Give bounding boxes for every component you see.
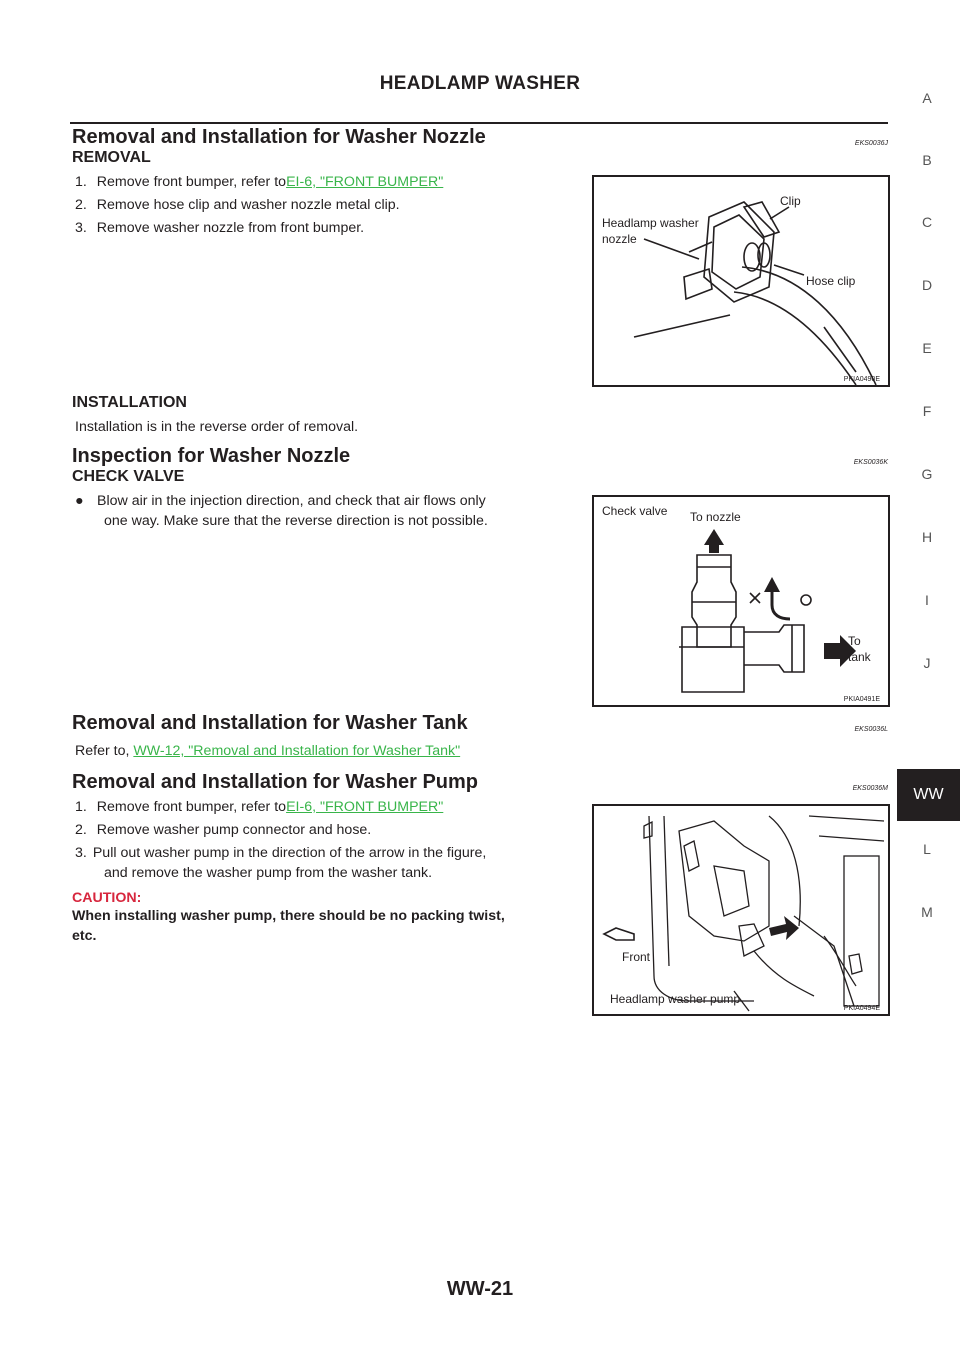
caution-text — [72, 906, 587, 946]
step-text: Remove hose clip and washer nozzle metal clip. — [96, 197, 400, 213]
check-valve-diagram — [594, 497, 888, 705]
section-title-washer-pump: Removal and Installation for Washer Pump — [72, 771, 478, 793]
tab-c[interactable]: C — [921, 214, 933, 230]
tab-f[interactable]: F — [922, 403, 932, 419]
step-number: 2. — [75, 822, 87, 838]
step-text: Remove front bumper, refer to — [96, 799, 287, 815]
figure-code: PKIA0490E — [843, 376, 880, 383]
label-front: Front — [622, 950, 651, 964]
section-title-nozzle-inspection: Inspection for Washer Nozzle — [72, 445, 351, 467]
check-valve-instruction — [75, 491, 585, 531]
washer-nozzle-figure — [592, 175, 890, 387]
tab-ww-active[interactable]: WW — [897, 769, 960, 821]
header-rule — [70, 122, 888, 124]
step-number: 1. — [75, 799, 87, 815]
section-title-nozzle-removal: Removal and Installation for Washer Nozzle — [72, 126, 486, 148]
instruction-line-2: one way. Make sure that the reverse direction is not possible. — [104, 513, 488, 529]
section-title-washer-tank: Removal and Installation for Washer Tank — [72, 712, 468, 734]
step-text: Remove washer pump connector and hose. — [96, 822, 372, 838]
label-to-nozzle: To nozzle — [690, 510, 741, 524]
step-text-continued: and remove the washer pump from the washer tank. — [104, 865, 433, 881]
tab-g[interactable]: G — [921, 466, 933, 482]
tab-i[interactable]: I — [925, 592, 929, 608]
step-text: Pull out washer pump in the direction of the arrow in the figure, — [92, 845, 487, 861]
removal-step-2 — [75, 195, 400, 215]
label-check-valve: Check valve — [602, 504, 668, 518]
label-headlamp-washer-pump: Headlamp washer pump — [610, 992, 741, 1006]
section-code: EKS0036J — [854, 140, 888, 147]
label-tank: tank — [848, 650, 871, 664]
page-header-title: HEADLAMP WASHER — [379, 73, 581, 94]
reference-text: Refer to, — [75, 743, 134, 759]
washer-tank-reference — [75, 741, 460, 761]
caution-line-2: etc. — [72, 928, 97, 944]
tab-a[interactable]: A — [922, 90, 932, 106]
pump-step-2 — [75, 820, 371, 840]
step-number: 3. — [75, 845, 87, 861]
bullet: ● — [75, 493, 84, 509]
tab-e[interactable]: E — [922, 340, 932, 356]
installation-heading: INSTALLATION — [72, 394, 187, 411]
pump-step-1 — [75, 797, 443, 817]
washer-pump-figure — [592, 804, 890, 1016]
washer-nozzle-diagram — [594, 177, 888, 385]
figure-code: PKIA0491E — [843, 696, 880, 703]
label-hose-clip: Hose clip — [806, 274, 856, 288]
figure-code: PKIA0494E — [843, 1005, 880, 1012]
removal-step-3 — [75, 218, 364, 238]
front-bumper-link[interactable]: EI-6, "FRONT BUMPER" — [286, 174, 444, 190]
step-number: 2. — [75, 197, 87, 213]
page-number: WW-21 — [446, 1278, 514, 1300]
washer-tank-link[interactable]: WW-12, "Removal and Installation for Washer Tank" — [133, 743, 461, 759]
step-number: 1. — [75, 174, 87, 190]
check-valve-heading: CHECK VALVE — [72, 468, 185, 485]
instruction-line-1: Blow air in the injection direction, and check that air flows only — [97, 493, 486, 509]
step-text: Remove washer nozzle from front bumper. — [96, 220, 365, 236]
tab-j[interactable]: J — [923, 655, 931, 671]
section-code: EKS0036K — [853, 459, 888, 466]
washer-pump-diagram — [594, 806, 888, 1014]
caution-line-1: When installing washer pump, there should be no packing twist, — [72, 908, 505, 924]
section-code: EKS0036L — [854, 726, 888, 733]
label-to: To — [848, 634, 861, 648]
tab-d[interactable]: D — [921, 277, 933, 293]
label-clip: Clip — [780, 194, 801, 208]
tab-h[interactable]: H — [921, 529, 933, 545]
check-valve-figure — [592, 495, 890, 707]
installation-text: Installation is in the reverse order of removal. — [75, 419, 359, 435]
section-code: EKS0036M — [852, 785, 888, 792]
step-number: 3. — [75, 220, 87, 236]
label-nozzle: nozzle — [602, 232, 637, 246]
pump-step-3 — [75, 843, 585, 883]
removal-heading: REMOVAL — [72, 149, 151, 166]
tab-l[interactable]: L — [923, 841, 931, 857]
tab-b[interactable]: B — [922, 152, 932, 168]
tab-m[interactable]: M — [921, 904, 933, 920]
step-text: Remove front bumper, refer to — [96, 174, 287, 190]
front-bumper-link[interactable]: EI-6, "FRONT BUMPER" — [286, 799, 444, 815]
caution-label: CAUTION: — [72, 890, 142, 906]
label-headlamp-washer: Headlamp washer — [602, 216, 699, 230]
removal-step-1 — [75, 172, 443, 192]
